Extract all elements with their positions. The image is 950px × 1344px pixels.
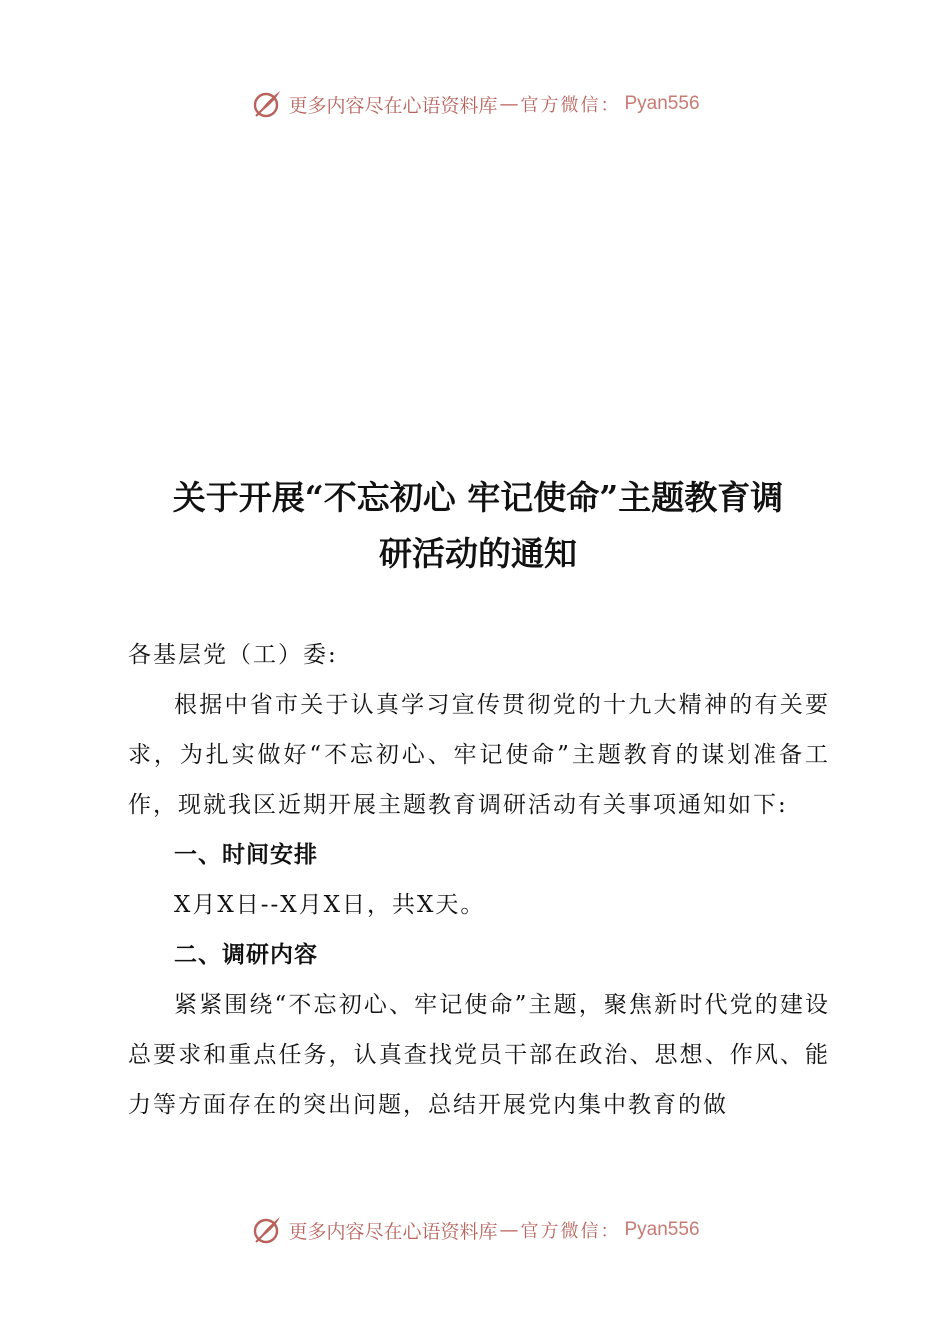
watermark-wechat-label: 官方微信： — [520, 1221, 621, 1242]
salutation: 各基层党（工）委: — [128, 642, 338, 668]
document-body — [128, 630, 830, 1130]
section-heading-content: 二、调研内容 — [174, 942, 318, 968]
quill-logo-icon — [250, 87, 284, 121]
watermark-wechat-id: Pyan556 — [624, 1219, 700, 1240]
quill-logo-icon — [250, 1213, 284, 1247]
watermark-wechat-label: 官方微信： — [520, 95, 621, 116]
watermark-banner-top — [0, 84, 950, 124]
watermark-banner-bottom — [0, 1210, 950, 1250]
watermark-wechat-id: Pyan556 — [624, 93, 700, 114]
watermark-separator: — — [499, 93, 519, 115]
section-text-schedule: X月X日--X月X日，共X天。 — [174, 892, 486, 918]
paragraph-intro: 根据中省市关于认真学习宣传贯彻党的十九大精神的有关要求，为扎实做好“不忘初心、牢记使命”主题教育的谋划准备工作，现就我区近期开展主题教育调研活动有关事项通知如下: — [128, 692, 830, 818]
watermark-site-text: 更多内容尽在心语资料库 — [288, 1220, 498, 1243]
document-title-line1: 关于开展“不忘初心 牢记使命”主题教育调 — [172, 478, 784, 517]
document-title — [128, 470, 828, 582]
watermark-separator: — — [499, 1219, 519, 1241]
section-heading-schedule: 一、时间安排 — [174, 842, 318, 868]
watermark-site-text: 更多内容尽在心语资料库 — [288, 94, 498, 117]
section-text-content: 紧紧围绕“不忘初心、牢记使命”主题，聚焦新时代党的建设总要求和重点任务，认真查找党员干部在政治、思想、作风、能力等方面存在的突出问题，总结开展党内集中教育的做 — [128, 992, 830, 1118]
document-title-line2: 研活动的通知 — [379, 534, 577, 573]
